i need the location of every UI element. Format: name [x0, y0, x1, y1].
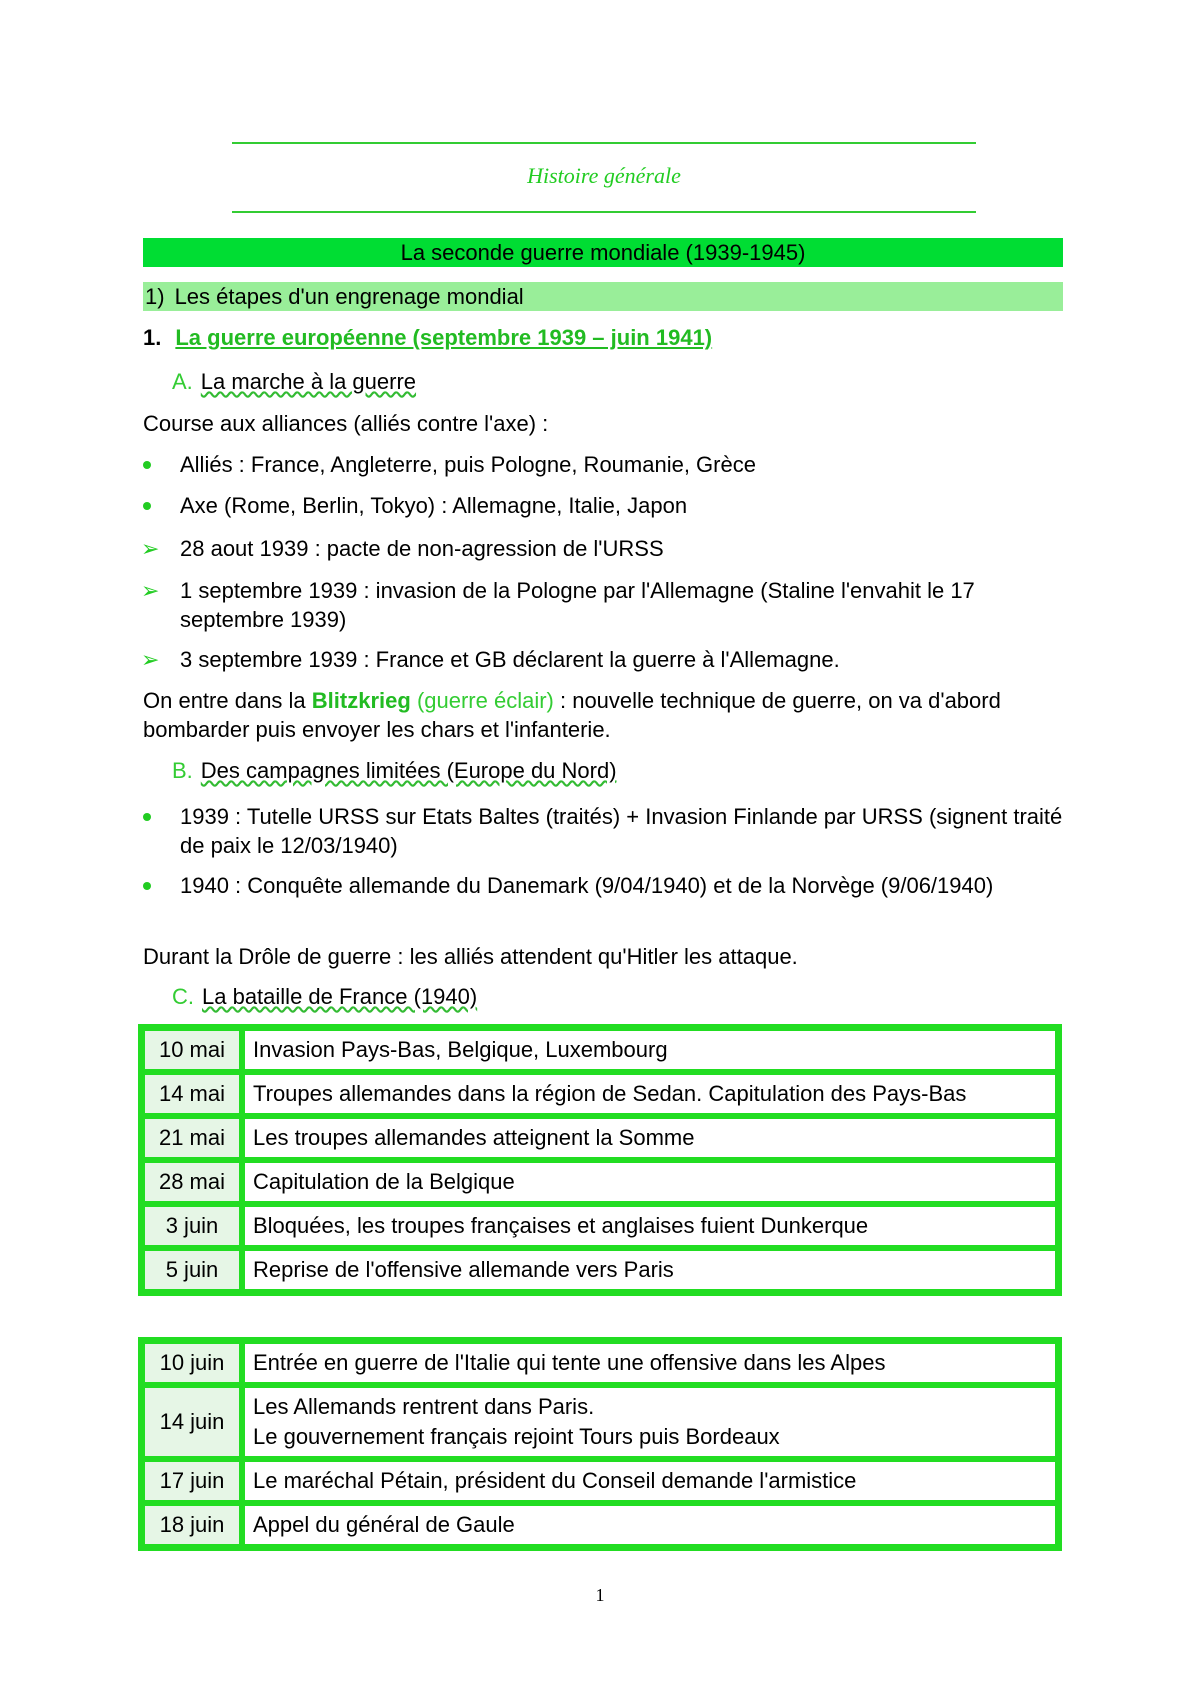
arrow-bullet-icon: ➢ [141, 647, 160, 672]
list-item-text: Axe (Rome, Berlin, Tokyo) : Allemagne, Italie, Japon [180, 493, 688, 518]
blitz-paren: (guerre éclair) [416, 688, 554, 713]
event-item [143, 534, 1063, 563]
subheading-title: La bataille de France (1940) [202, 984, 478, 1009]
page-number: 1 [595, 1585, 605, 1605]
date-cell: 28 mai [142, 1160, 242, 1204]
event-cell: Entrée en guerre de l'Italie qui tente une offensive dans les Alpes [242, 1341, 1058, 1385]
event-cell [242, 1385, 1058, 1459]
event-cell: Reprise de l'offensive allemande vers Paris [242, 1248, 1058, 1292]
bullet-icon [143, 502, 151, 510]
timeline-table-may-june [138, 1024, 1062, 1296]
event-cell: Les troupes allemandes atteignent la Somme [242, 1116, 1058, 1160]
date-cell: 21 mai [142, 1116, 242, 1160]
table-row [142, 1459, 1058, 1503]
part-number: 1. [143, 325, 162, 350]
table-row [142, 1072, 1058, 1116]
table-row [142, 1160, 1058, 1204]
alliances-intro: Course aux alliances (alliés contre l'axe) : [143, 411, 549, 436]
event-cell: Le maréchal Pétain, président du Conseil demande l'armistice [242, 1459, 1058, 1503]
section-heading [143, 282, 1063, 311]
arrow-bullet-icon: ➢ [141, 578, 160, 603]
table-row [142, 1116, 1058, 1160]
table-row [142, 1503, 1058, 1547]
header-rule-top [232, 142, 976, 144]
table-row [142, 1248, 1058, 1292]
bullet-icon [143, 813, 151, 821]
subheading-letter: A. [172, 369, 193, 394]
event-text: 1 septembre 1939 : invasion de la Pologne par l'Allemagne (Staline l'envahit le 17 septembre 1939) [180, 578, 975, 632]
subheading-a [172, 369, 416, 395]
event-cell: Bloquées, les troupes françaises et anglaises fuient Dunkerque [242, 1204, 1058, 1248]
list-item-text: Alliés : France, Angleterre, puis Pologne, Roumanie, Grèce [180, 452, 756, 477]
subheading-title: Des campagnes limitées (Europe du Nord) [200, 758, 617, 783]
timeline-table-june [138, 1337, 1062, 1551]
table-row [142, 1385, 1058, 1459]
date-cell: 10 mai [142, 1028, 242, 1072]
bullet-icon [143, 461, 151, 469]
subheading-b [172, 758, 617, 784]
bullet-icon [143, 882, 151, 890]
section-number: 1) [145, 284, 165, 309]
event-cell: Troupes allemandes dans la région de Sedan. Capitulation des Pays-Bas [242, 1072, 1058, 1116]
blitz-after: : nouvelle technique de guerre, on va d'abord bombarder puis envoyer les chars et l'infanterie. [143, 688, 1001, 742]
section-title: Les étapes d'un engrenage mondial [174, 284, 524, 309]
drole-paragraph: Durant la Drôle de guerre : les alliés attendent qu'Hitler les attaque. [143, 944, 798, 969]
event-cell: Invasion Pays-Bas, Belgique, Luxembourg [242, 1028, 1058, 1072]
date-cell: 18 juin [142, 1503, 242, 1547]
list-item [143, 491, 1063, 520]
subheading-title: La marche à la guerre [200, 369, 417, 394]
blitzkrieg-paragraph [143, 686, 1063, 744]
list-item [143, 871, 1063, 900]
part-title: La guerre européenne (septembre 1939 – juin 1941) [175, 325, 713, 350]
subheading-letter: C. [172, 984, 194, 1009]
list-item-text: 1939 : Tutelle URSS sur Etats Baltes (traités) + Invasion Finlande par URSS (signent traité de paix le 12/03/1940) [180, 804, 1063, 858]
event-cell: Capitulation de la Belgique [242, 1160, 1058, 1204]
table-row [142, 1028, 1058, 1072]
main-title: La seconde guerre mondiale (1939-1945) [143, 238, 1063, 267]
blitz-term: Blitzkrieg [311, 688, 411, 713]
list-item [143, 450, 1063, 479]
list-item [143, 802, 1063, 860]
table-row [142, 1204, 1058, 1248]
date-cell: 14 juin [142, 1385, 242, 1459]
event-line: Les Allemands rentrent dans Paris. [253, 1394, 595, 1419]
blitz-before: On entre dans la [143, 688, 312, 713]
event-line: Le gouvernement français rejoint Tours puis Bordeaux [253, 1424, 780, 1449]
event-item [143, 645, 1063, 674]
subheading-c [172, 984, 477, 1010]
header-rule-bottom [232, 211, 976, 213]
event-cell: Appel du général de Gaule [242, 1503, 1058, 1547]
part-heading [143, 325, 712, 351]
list-item-text: 1940 : Conquête allemande du Danemark (9/04/1940) et de la Norvège (9/06/1940) [180, 873, 994, 898]
header-title: Histoire générale [527, 163, 681, 188]
date-cell: 5 juin [142, 1248, 242, 1292]
date-cell: 3 juin [142, 1204, 242, 1248]
arrow-bullet-icon: ➢ [141, 536, 160, 561]
event-item [143, 576, 1063, 634]
table-row [142, 1341, 1058, 1385]
date-cell: 17 juin [142, 1459, 242, 1503]
subheading-letter: B. [172, 758, 193, 783]
event-text: 3 septembre 1939 : France et GB déclarent la guerre à l'Allemagne. [180, 647, 840, 672]
date-cell: 14 mai [142, 1072, 242, 1116]
date-cell: 10 juin [142, 1341, 242, 1385]
event-text: 28 aout 1939 : pacte de non-agression de l'URSS [180, 536, 664, 561]
